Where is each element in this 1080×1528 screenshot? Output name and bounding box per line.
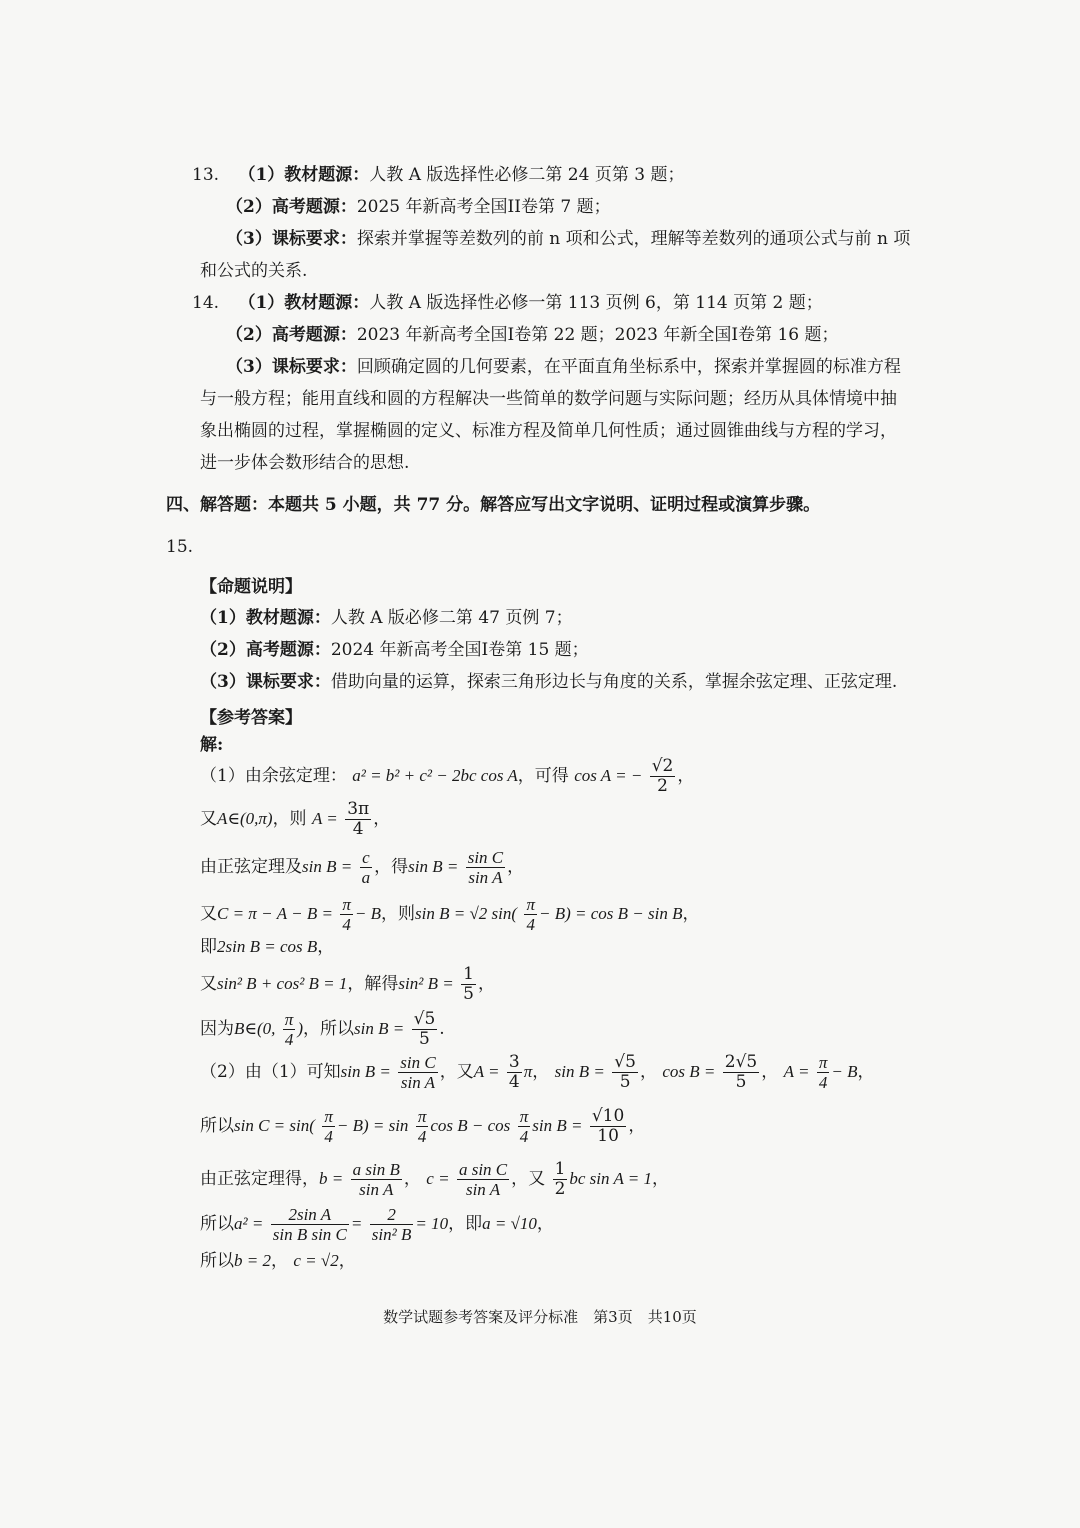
numerator: π bbox=[417, 1107, 427, 1126]
equation: = bbox=[350, 1214, 363, 1233]
denominator: sin B sin C bbox=[272, 1225, 347, 1244]
fraction bbox=[590, 1107, 626, 1146]
q14-line6: 进一步体会数形结合的思想. bbox=[200, 453, 410, 473]
text: （1）由余弦定理： bbox=[200, 766, 347, 786]
text: ， bbox=[628, 1116, 646, 1136]
q14-line1 bbox=[192, 291, 823, 315]
text: ， bbox=[373, 809, 391, 829]
fraction bbox=[461, 965, 476, 1004]
numerator: π bbox=[526, 895, 535, 914]
equation: = 10 bbox=[415, 1214, 449, 1233]
fraction bbox=[612, 1053, 638, 1092]
text: . bbox=[439, 1019, 445, 1039]
equation: sin C = sin( bbox=[234, 1116, 315, 1135]
q15-p2-text: 2024 年新高考全国I卷第 15 题； bbox=[330, 640, 589, 660]
fraction bbox=[817, 1053, 830, 1092]
numerator: 1 bbox=[554, 1159, 566, 1179]
denominator: 10 bbox=[597, 1126, 619, 1146]
equation: A = bbox=[311, 809, 338, 828]
equation: − B) = cos B − sin B bbox=[538, 904, 683, 923]
text: ， bbox=[477, 974, 495, 994]
denominator: sin² B bbox=[371, 1225, 412, 1244]
equation: B∈(0, bbox=[234, 1019, 276, 1038]
text: ，则 bbox=[272, 809, 307, 829]
q14-line4: 与一般方程；能用直线和圆的方程解决一些简单的数学问题与实际问题；经历从具体情境中抽 bbox=[200, 389, 897, 409]
fraction bbox=[457, 1160, 509, 1199]
text: 所以 bbox=[200, 1251, 234, 1271]
equation: c = √2 bbox=[293, 1251, 339, 1270]
text: ， bbox=[682, 904, 700, 924]
denominator: 2 bbox=[554, 1179, 566, 1199]
equation: C = π − A − B = bbox=[217, 904, 333, 923]
sol-line-7 bbox=[200, 1010, 445, 1049]
denominator: a bbox=[361, 868, 371, 887]
denominator: 4 bbox=[526, 915, 535, 934]
q13-p1-label: （1）教材题源： bbox=[238, 165, 370, 185]
text: ， bbox=[536, 1214, 554, 1234]
equation: cos A = − bbox=[574, 766, 643, 785]
fraction bbox=[412, 1010, 438, 1049]
q14-line5: 象出椭圆的过程，掌握椭圆的定义、标准方程及简单几何性质；通过圆锥曲线与方程的学习， bbox=[200, 421, 897, 441]
sol-line-6 bbox=[200, 965, 495, 1004]
sol-line-4 bbox=[200, 895, 699, 934]
text: ，可得 bbox=[517, 766, 569, 786]
text: 由正弦定理得， bbox=[200, 1169, 319, 1189]
denominator: 4 bbox=[342, 915, 351, 934]
denominator: sin A bbox=[359, 1180, 394, 1199]
q13-line2 bbox=[226, 195, 611, 219]
q15-p2-label: （2）高考题源： bbox=[200, 640, 331, 660]
text: ， bbox=[403, 1169, 421, 1189]
sol-line-11 bbox=[200, 1205, 554, 1244]
equation: b = bbox=[319, 1169, 344, 1188]
text: ， bbox=[639, 1062, 657, 1082]
text: ，又 bbox=[439, 1062, 474, 1082]
equation: sin B = bbox=[554, 1062, 605, 1081]
equation: π bbox=[523, 1062, 533, 1081]
q13-line3 bbox=[226, 227, 910, 251]
text: ，即 bbox=[448, 1214, 483, 1234]
q15-jie: 解: bbox=[200, 735, 224, 755]
fraction bbox=[322, 1107, 335, 1146]
fraction bbox=[360, 848, 373, 887]
text: 又 bbox=[200, 809, 217, 829]
q15-line3 bbox=[200, 670, 897, 694]
q14-p3-text: 回顾确定圆的几何要素，在平面直角坐标系中，探索并掌握圆的标准方程 bbox=[356, 357, 901, 377]
numerator: 2 bbox=[370, 1205, 414, 1225]
equation: sin² B = bbox=[398, 974, 454, 993]
numerator: c bbox=[360, 848, 373, 868]
denominator: 5 bbox=[463, 984, 474, 1004]
equation: − B bbox=[831, 1062, 858, 1081]
sol-line-2 bbox=[200, 800, 390, 839]
equation: a² = b² + c² − 2bc cos A bbox=[352, 766, 518, 785]
text: ，得 bbox=[374, 857, 409, 877]
denominator: sin A bbox=[468, 868, 503, 887]
q15-p3-label: （3）课标要求： bbox=[200, 672, 331, 692]
equation: sin B = bbox=[302, 857, 353, 876]
denominator: 4 bbox=[324, 1127, 333, 1146]
numerator: π bbox=[284, 1010, 294, 1029]
denominator: 4 bbox=[417, 1127, 427, 1146]
sol-line-10 bbox=[200, 1160, 669, 1199]
text: ，又 bbox=[511, 1169, 546, 1189]
denominator: 4 bbox=[284, 1030, 294, 1049]
numerator: √5 bbox=[413, 1009, 436, 1029]
q14-p2-label: （2）高考题源： bbox=[226, 325, 357, 345]
numerator: √2 bbox=[651, 756, 674, 776]
q14-p3-label: （3）课标要求： bbox=[226, 357, 357, 377]
text: ， bbox=[532, 1062, 550, 1082]
q15-p1-label: （1）教材题源： bbox=[200, 608, 331, 628]
numerator: π bbox=[818, 1053, 828, 1072]
text: 所以 bbox=[200, 1116, 234, 1136]
equation: cos B − cos bbox=[430, 1116, 511, 1135]
fraction bbox=[723, 1053, 759, 1092]
sol-line-5 bbox=[200, 935, 334, 959]
equation: sin² B + cos² B = 1 bbox=[217, 974, 348, 993]
equation: A∈(0,π) bbox=[217, 809, 273, 828]
numerator: π bbox=[342, 895, 351, 914]
denominator: sin A bbox=[465, 1180, 501, 1199]
text: ， bbox=[317, 937, 335, 957]
numerator: π bbox=[519, 1107, 529, 1126]
numerator: a sin B bbox=[352, 1160, 400, 1179]
fraction bbox=[370, 1205, 414, 1244]
q15-line2 bbox=[200, 638, 589, 662]
numerator: a sin C bbox=[458, 1160, 508, 1179]
q13-number: 13. bbox=[192, 165, 220, 185]
q15-line1 bbox=[200, 606, 573, 630]
sol-line-3 bbox=[200, 848, 524, 887]
text: ， bbox=[507, 857, 525, 877]
q13-p2-text: 2025 年新高考全国II卷第 7 题； bbox=[356, 197, 611, 217]
text: 即 bbox=[200, 937, 217, 957]
fraction bbox=[340, 895, 353, 934]
q13-p3-text: 探索并掌握等差数列的前 n 项和公式，理解等差数列的通项公式与前 n 项 bbox=[356, 229, 911, 249]
fraction bbox=[518, 1107, 531, 1146]
text: 又 bbox=[200, 904, 217, 924]
q14-line2 bbox=[226, 323, 839, 347]
equation: ) bbox=[297, 1019, 303, 1038]
text: ， bbox=[761, 1062, 779, 1082]
numerator: π bbox=[324, 1107, 333, 1126]
text: ，所以 bbox=[303, 1019, 354, 1039]
page-footer: 数学试题参考答案及评分标准 第3页 共10页 bbox=[383, 1308, 697, 1326]
text: ， bbox=[338, 1251, 356, 1271]
q13-p1-text: 人教 A 版选择性必修二第 24 页第 3 题； bbox=[369, 165, 685, 185]
section-heading: 四、解答题：本题共 5 小题，共 77 分。解答应写出文字说明、证明过程或演算步骤。 bbox=[166, 495, 821, 515]
q14-number: 14. bbox=[192, 293, 220, 313]
equation: − B) = sin bbox=[336, 1116, 409, 1135]
q14-p2-text: 2023 年新高考全国I卷第 22 题；2023 年新全国I卷第 16 题； bbox=[356, 325, 839, 345]
equation: sin B = bbox=[408, 857, 459, 876]
q15-answer-title: 【参考答案】 bbox=[200, 708, 302, 728]
text: 又 bbox=[200, 974, 217, 994]
numerator: √10 bbox=[591, 1106, 625, 1126]
fraction bbox=[553, 1160, 568, 1199]
numerator: 2sin A bbox=[271, 1205, 349, 1225]
q14-p1-text: 人教 A 版选择性必修一第 113 页例 6，第 114 页第 2 题； bbox=[369, 293, 823, 313]
fraction bbox=[345, 800, 371, 839]
sol-line-12 bbox=[200, 1249, 356, 1273]
equation: A = bbox=[783, 1062, 810, 1081]
fraction bbox=[351, 1160, 402, 1199]
fraction bbox=[507, 1053, 522, 1092]
q15-number: 15. bbox=[166, 537, 194, 557]
q13-p2-label: （2）高考题源： bbox=[226, 197, 357, 217]
denominator: 4 bbox=[818, 1073, 828, 1092]
text: 因为 bbox=[200, 1019, 234, 1039]
equation: a² = bbox=[234, 1214, 264, 1233]
text: 所以 bbox=[200, 1214, 234, 1234]
denominator: 5 bbox=[619, 1072, 631, 1092]
denominator: 5 bbox=[735, 1072, 747, 1092]
text: 由正弦定理及 bbox=[200, 857, 302, 877]
text: ， bbox=[677, 766, 695, 786]
q15-p3-text: 借助向量的运算，探索三角形边长与角度的关系，掌握余弦定理、正弦定理. bbox=[330, 672, 898, 692]
q13-line4: 和公式的关系. bbox=[200, 261, 308, 281]
fraction bbox=[466, 848, 505, 887]
equation: 2sin B = cos B bbox=[217, 937, 318, 956]
equation: c = bbox=[426, 1169, 450, 1188]
equation: sin B = bbox=[340, 1062, 391, 1081]
denominator: 4 bbox=[508, 1072, 520, 1092]
q14-line3 bbox=[226, 355, 901, 379]
fraction bbox=[524, 895, 537, 934]
text: ，则 bbox=[381, 904, 416, 924]
text: ， bbox=[857, 1062, 875, 1082]
fraction bbox=[416, 1107, 429, 1146]
numerator: 1 bbox=[463, 964, 474, 984]
q13-p3-label: （3）课标要求： bbox=[226, 229, 357, 249]
numerator: 3π bbox=[347, 799, 370, 819]
q15-desc-title: 【命题说明】 bbox=[200, 577, 302, 597]
equation: sin B = √2 sin( bbox=[415, 904, 518, 923]
equation: cos B = bbox=[662, 1062, 716, 1081]
q15-p1-text: 人教 A 版必修二第 47 页例 7； bbox=[330, 608, 573, 628]
numerator: sin C bbox=[467, 848, 504, 867]
sol-line-1 bbox=[200, 757, 694, 796]
text: ，解得 bbox=[347, 974, 399, 994]
numerator: sin C bbox=[400, 1053, 436, 1072]
sol-line-9 bbox=[200, 1107, 645, 1146]
numerator: 2√5 bbox=[724, 1052, 758, 1072]
text: ， bbox=[652, 1169, 670, 1189]
text: （2）由（1）可知 bbox=[200, 1062, 341, 1082]
denominator: sin A bbox=[400, 1073, 436, 1092]
fraction bbox=[271, 1205, 349, 1244]
fraction bbox=[398, 1053, 437, 1092]
equation: A = bbox=[473, 1062, 500, 1081]
equation: sin B = bbox=[354, 1019, 405, 1038]
fraction bbox=[650, 757, 676, 796]
q14-p1-label: （1）教材题源： bbox=[238, 293, 370, 313]
denominator: 5 bbox=[419, 1029, 430, 1049]
equation: bc sin A = 1 bbox=[569, 1169, 653, 1188]
denominator: 2 bbox=[657, 776, 668, 796]
equation: a = √10 bbox=[482, 1214, 537, 1233]
equation: b = 2 bbox=[234, 1251, 271, 1270]
denominator: 4 bbox=[352, 819, 364, 839]
sol-line-8 bbox=[200, 1053, 875, 1092]
equation: − B bbox=[354, 904, 382, 923]
equation: sin B = bbox=[532, 1116, 583, 1135]
fraction bbox=[283, 1010, 296, 1049]
denominator: 4 bbox=[519, 1127, 529, 1146]
numerator: √5 bbox=[614, 1052, 636, 1072]
numerator: 3 bbox=[508, 1052, 520, 1072]
text: ， bbox=[270, 1251, 288, 1271]
q13-line1 bbox=[192, 163, 684, 187]
